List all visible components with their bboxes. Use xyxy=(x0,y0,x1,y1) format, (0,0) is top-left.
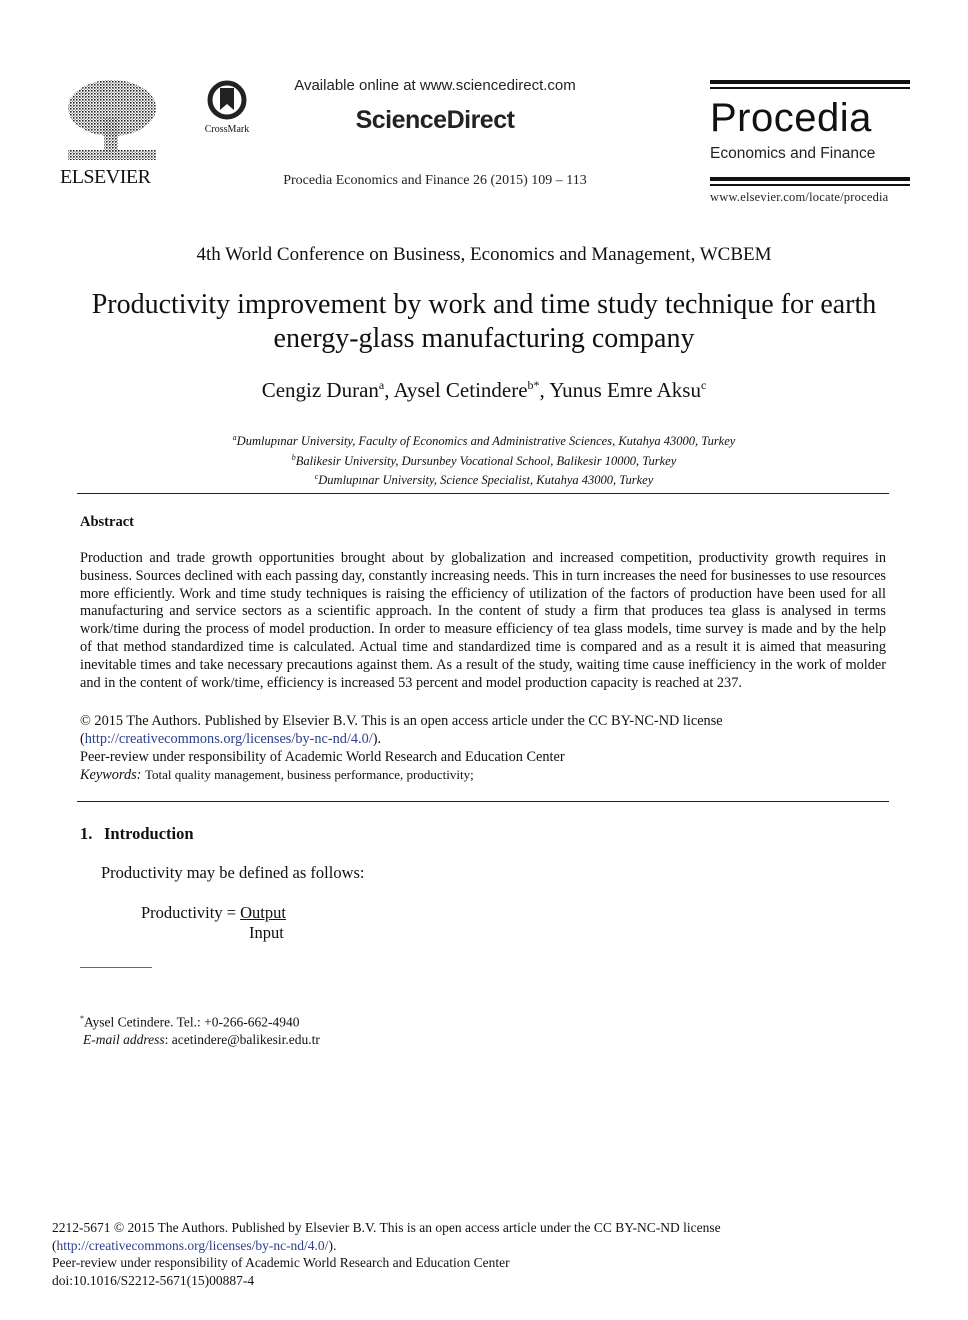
footnote-rule xyxy=(80,967,152,968)
peer-review-note: Peer-review under responsibility of Academic World Research and Education Center xyxy=(80,748,565,765)
license-link[interactable]: http://creativecommons.org/licenses/by-nc-nd/4.0/ xyxy=(84,730,373,747)
paper-title: Productivity improvement by work and time study technique for earth energy-glass manufacturing company xyxy=(91,289,877,354)
corresponding-author-footnote: *Aysel Cetindere. Tel.: +0-266-662-4940 E-mail address: acetindere@balikesir.edu.tr xyxy=(80,1014,320,1047)
sciencedirect-logo: ScienceDirect xyxy=(355,106,515,134)
copyright-notice: © 2015 The Authors. Published by Elsevier B.V. This is an open access article under the CC BY-NC-ND license xyxy=(80,713,723,729)
affiliation-text: Dumlupınar University, Science Specialist, Kutahya 43000, Turkey xyxy=(318,473,654,488)
affil-marker: b xyxy=(291,452,296,462)
productivity-formula xyxy=(141,903,286,942)
license-line: (http://creativecommons.org/licenses/by-nc-nd/4.0/). xyxy=(80,730,382,747)
procedia-wordmark: Procedia xyxy=(710,96,872,140)
author-affil-marker: c xyxy=(700,378,707,392)
author-name: Aysel Cetindere xyxy=(393,378,528,402)
affiliation-list xyxy=(0,430,968,489)
author-affil-marker: a xyxy=(378,378,385,392)
divider xyxy=(710,177,910,181)
affiliation xyxy=(0,430,968,450)
doi[interactable]: doi:10.1016/S2212-5671(15)00887-4 xyxy=(52,1272,255,1288)
formula-numerator: Output xyxy=(240,903,286,922)
abstract-heading: Abstract xyxy=(80,514,134,530)
author-affil-marker[interactable]: b* xyxy=(527,378,540,392)
procedia-logo xyxy=(710,80,910,205)
section-heading-introduction xyxy=(80,824,194,844)
conference-name: 4th World Conference on Business, Economics and Management, WCBEM xyxy=(196,244,772,265)
section-title: Introduction xyxy=(104,824,194,843)
license-line: (http://creativecommons.org/licenses/by-nc-nd/4.0/). xyxy=(52,1237,337,1253)
formula-denominator: Input xyxy=(249,922,284,942)
crossmark-label: CrossMark xyxy=(204,124,250,135)
page-bottom-notice xyxy=(52,1219,912,1289)
author-name: Cengiz Duran xyxy=(261,378,379,402)
keywords-text: Total quality management, business performance, productivity; xyxy=(145,767,474,783)
journal-reference: Procedia Economics and Finance 26 (2015) 109 – 113 xyxy=(283,173,587,188)
affiliation xyxy=(0,450,968,470)
affil-marker: a xyxy=(232,433,237,442)
divider xyxy=(710,87,910,89)
affiliation-text: Balikesir University, Dursunbey Vocational School, Balikesir 10000, Turkey xyxy=(295,453,677,468)
abstract-top-rule xyxy=(77,493,889,494)
issn-copyright: 2212-5671 © 2015 The Authors. Published by Elsevier B.V. This is an open access article under the CC BY-NC-ND license xyxy=(52,1220,721,1235)
elsevier-wordmark: ELSEVIER xyxy=(60,166,151,188)
affil-marker: c xyxy=(314,472,319,482)
author-name: Yunus Emre Aksu xyxy=(549,378,701,402)
section-number: 1. xyxy=(80,824,93,843)
divider xyxy=(710,184,910,186)
procedia-subtitle: Economics and Finance xyxy=(710,145,876,162)
keywords-label: Keywords: xyxy=(80,767,142,784)
footnote-contact: Aysel Cetindere. Tel.: +0-266-662-4940 xyxy=(84,1014,300,1030)
affiliation-text: Dumlupınar University, Faculty of Economics and Administrative Sciences, Kutahya 43000, Turkey xyxy=(236,434,736,449)
footnote-marker: * xyxy=(80,1014,84,1023)
intro-paragraph: Productivity may be defined as follows: xyxy=(101,863,365,882)
journal-url-link[interactable]: www.elsevier.com/locate/procedia xyxy=(710,190,889,204)
abstract-bottom-rule xyxy=(77,801,889,802)
license-link[interactable]: http://creativecommons.org/licenses/by-nc-nd/4.0/ xyxy=(56,1237,329,1253)
formula-lhs: Productivity = xyxy=(141,903,241,922)
author-list: Cengiz Duran$^a$, Aysel Cetindere$^{b*}$, Yunus Emre Aksu$^c$ xyxy=(261,378,707,402)
keywords-line xyxy=(80,766,886,785)
divider xyxy=(710,80,910,84)
elsevier-logo xyxy=(60,78,160,189)
affiliation xyxy=(0,469,968,489)
available-online-link[interactable]: Available online at www.sciencedirect.com xyxy=(294,77,576,94)
abstract-meta xyxy=(80,713,886,785)
email-address[interactable]: acetindere@balikesir.edu.tr xyxy=(171,1031,320,1047)
abstract-body: Production and trade growth opportunities brought about by globalization and increased competition, productivity growth requires in business. Sources declined with each passing day, constantly increasing needs. This in turn increases the need for businesses to use resources more efficiently. Work and time study techniques is raising the efficiency of utilization of the factors of production have been used for all manufacturing and service sectors as a scientific approach. In the content of study a firm that produces tea glass is analysed in terms work/time during the process of model production. In order to measure efficiency of tea glass models, time survey is made and by the help of that method standardized time is calculated. Actual time and standardized time is compared and as a result it is aimed that measuring inevitable times and take necessary precautions against them. As a result of the study, waiting time cause inefficiency in the work of molder and in the content of work/time, efficiency is increased 53 percent and model production capacity is reached at 237. xyxy=(80,550,886,691)
email-label: E-mail address xyxy=(83,1031,165,1047)
peer-review-note: Peer-review under responsibility of Academic World Research and Education Center xyxy=(52,1255,510,1270)
elsevier-tree-icon xyxy=(64,78,158,164)
